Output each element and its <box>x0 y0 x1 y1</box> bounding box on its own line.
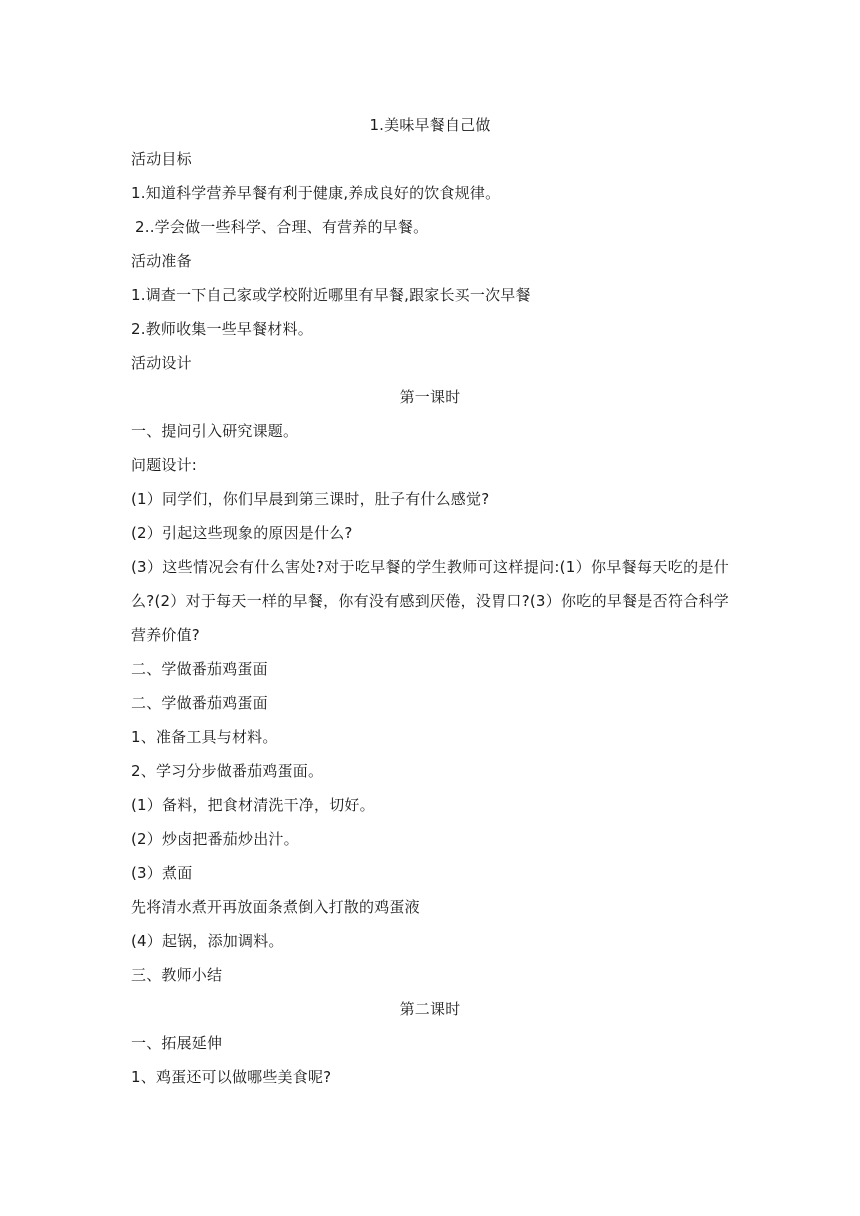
lesson1-line: 先将清水煮开再放面条煮倒入打散的鸡蛋液 <box>131 898 420 916</box>
lesson2-line: 一、拓展延伸 <box>131 1034 223 1052</box>
prep-item-1: 1.调查一下自己家或学校附近哪里有早餐,跟家长买一次早餐 <box>131 286 531 304</box>
goal-item-1: 1.知道科学营养早餐有利于健康,养成良好的饮食规律。 <box>131 184 501 202</box>
lesson1-line: 一、提问引入研究课题。 <box>131 422 299 440</box>
goal-item-2: 2..学会做一些科学、合理、有营养的早餐。 <box>135 218 429 236</box>
lesson1-line: 二、学做番茄鸡蛋面 <box>131 660 268 678</box>
section-title-lesson-2: 第二课时 <box>399 1000 461 1018</box>
lesson1-line: (4）起锅，添加调料。 <box>131 932 284 950</box>
lesson1-line: (1）备料，把食材清洗干净，切好。 <box>131 796 375 814</box>
lesson2-line: 1、鸡蛋还可以做哪些美食呢? <box>131 1068 332 1086</box>
lesson1-line: 1、准备工具与材料。 <box>131 728 278 746</box>
lesson1-line: 2、学习分步做番茄鸡蛋面。 <box>131 762 324 780</box>
lesson1-line: (2）炒卤把番茄炒出汁。 <box>131 830 299 848</box>
lesson1-paragraph: (3）这些情况会有什么害处?对于吃早餐的学生教师可这样提问:(1）你早餐每天吃的是什么?(2）对于每天一样的早餐，你有没有感到厌倦，没胃口?(3）你吃的早餐是否符合科学营养价值? <box>131 558 729 644</box>
lesson1-line: (3）煮面 <box>131 864 193 882</box>
heading-activity-prep: 活动准备 <box>131 252 192 270</box>
heading-activity-goals: 活动目标 <box>131 150 192 168</box>
document-title: 1.美味早餐自己做 <box>369 116 491 134</box>
lesson1-line: 三、教师小结 <box>131 966 223 984</box>
lesson1-line: 问题设计: <box>131 456 198 474</box>
lesson1-line: 二、学做番茄鸡蛋面 <box>131 694 268 712</box>
prep-item-2: 2.教师收集一些早餐材料。 <box>131 320 313 338</box>
lesson1-line: (2）引起这些现象的原因是什么? <box>131 524 353 542</box>
lesson1-line: (1）同学们，你们早晨到第三课时，肚子有什么感觉? <box>131 490 490 508</box>
heading-activity-design: 活动设计 <box>131 354 192 372</box>
section-title-lesson-1: 第一课时 <box>399 388 461 406</box>
document-body <box>131 108 729 1094</box>
